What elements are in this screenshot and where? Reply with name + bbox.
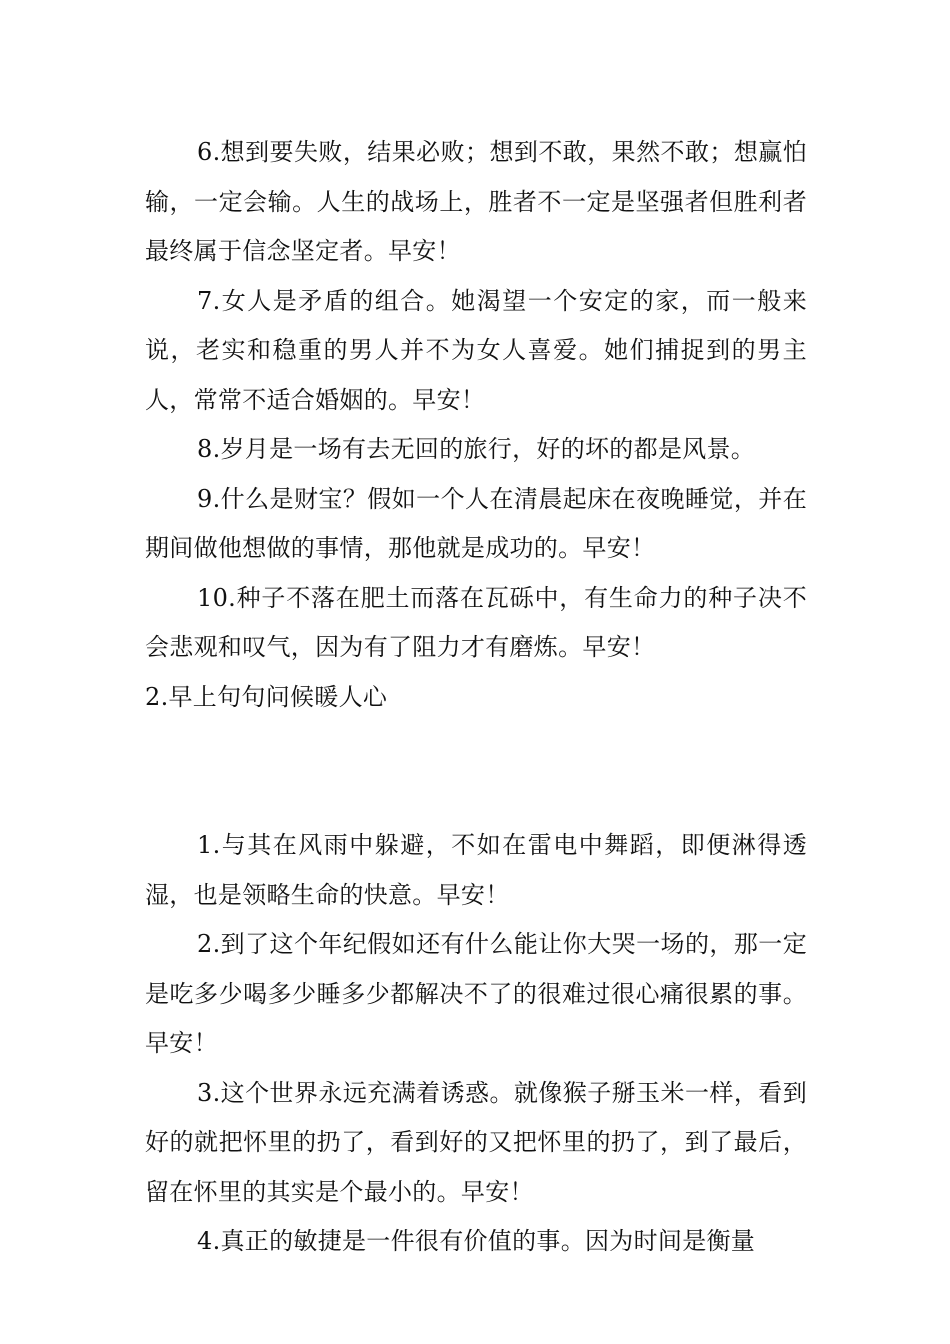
list-item: 3.这个世界永远充满着诱惑。就像猴子掰玉米一样，看到好的就把怀里的扔了，看到好的又把怀里的扔了，到了最后，留在怀里的其实是个最小的。早安！	[145, 1078, 807, 1206]
list-item: 10.种子不落在肥土而落在瓦砾中，有生命力的种子决不会悲观和叹气，因为有了阻力才有磨炼。早安！	[145, 583, 807, 661]
list-item: 7.女人是矛盾的组合。她渴望一个安定的家，而一般来说，老实和稳重的男人并不为女人喜爱。她们捕捉到的男主人，常常不适合婚姻的。早安！	[145, 286, 807, 414]
section-spacer	[145, 722, 807, 821]
list-item: 1.与其在风雨中躲避，不如在雷电中舞蹈，即便淋得透湿，也是领略生命的快意。早安！	[145, 831, 807, 909]
document-body	[145, 128, 807, 1267]
section-heading: 2.早上句句问候暖人心	[145, 682, 388, 711]
list-item: 6.想到要失败，结果必败；想到不敢，果然不敢；想赢怕输，一定会输。人生的战场上，胜者不一定是坚强者但胜利者最终属于信念坚定者。早安！	[145, 138, 807, 265]
list-item: 4.真正的敏捷是一件很有价值的事。因为时间是衡量	[197, 1227, 756, 1255]
list-item: 9.什么是财宝？假如一个人在清晨起床在夜晚睡觉，并在期间做他想做的事情，那他就是成功的。早安！	[145, 484, 807, 562]
list-item: 8.岁月是一场有去无回的旅行，好的坏的都是风景。	[197, 435, 756, 463]
list-item: 2.到了这个年纪假如还有什么能让你大哭一场的，那一定是吃多少喝多少睡多少都解决不了的很难过很心痛很累的事。早安！	[145, 930, 807, 1057]
